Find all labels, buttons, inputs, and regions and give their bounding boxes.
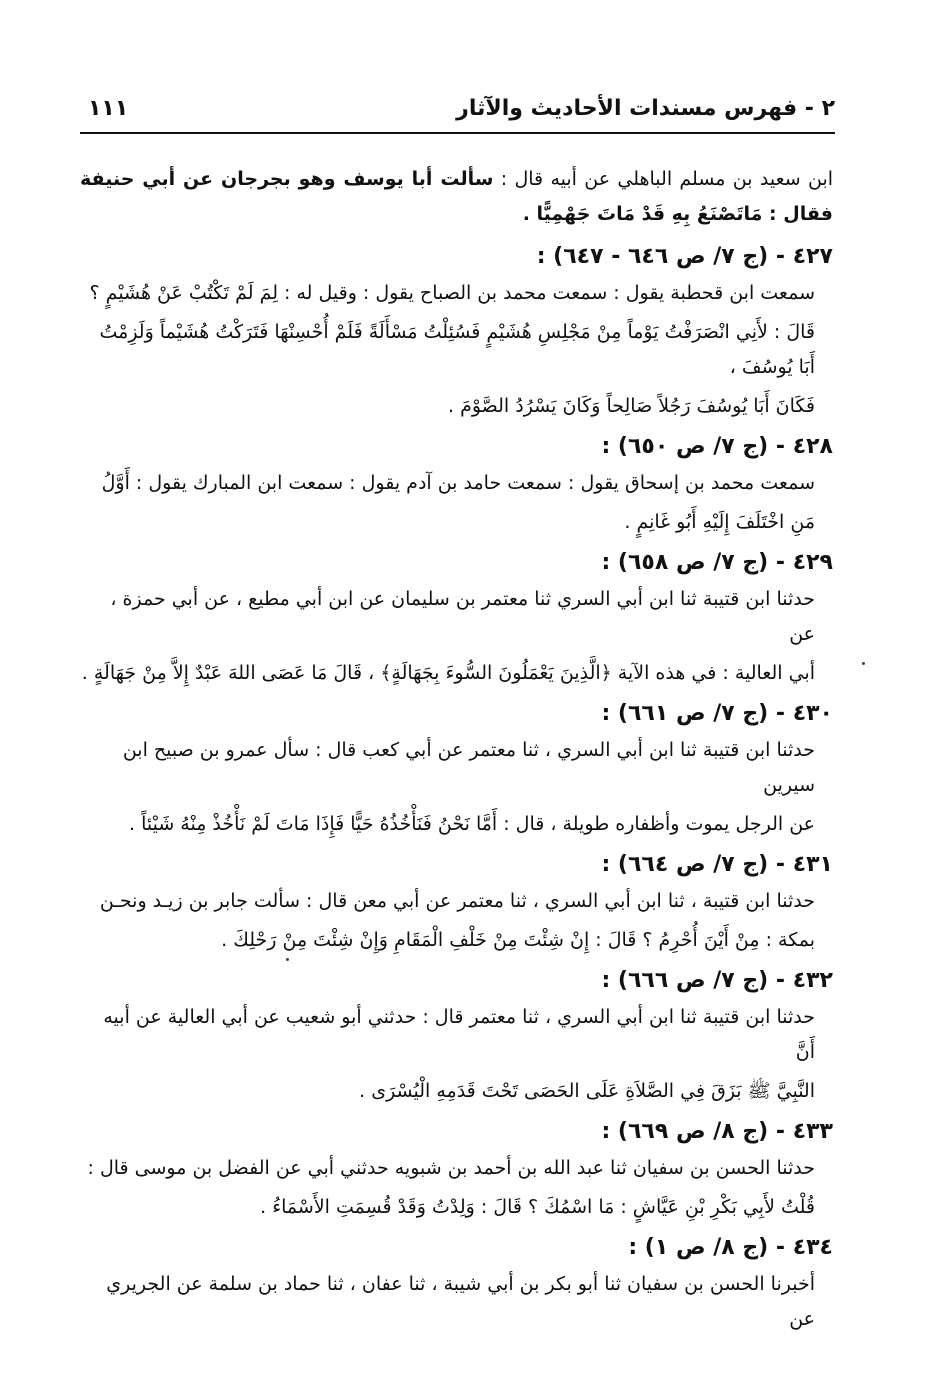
entry-431 <box>80 846 833 958</box>
entry-line: بمكة : مِنْ أَيْنَ أُحْرِمُ ؟ قَالَ : إِنْ شِئْتَ مِنْ خَلْفِ الْمَقَامِ وَإِنْ شِئْتَ مِنْ رَحْلِكَ . <box>221 929 815 951</box>
page-number: ١١١ <box>88 96 129 121</box>
entry-line: قُلْتُ لأَبِي بَكْرِ بْنِ عَيَّاشٍ : مَا اسْمُكَ ؟ قَالَ : وَلِدْتُ وَقَدْ قُسِمَتِ الأَسْمَاءُ . <box>260 1196 815 1218</box>
header-title: ٢ - فهرس مسندات الأحاديث والآثار <box>456 96 835 121</box>
entry-434 <box>80 1229 833 1337</box>
entry-line: قَالَ : لأَنِي انْصَرَفْتُ يَوْماً مِنْ مَجْلِسِ هُشَيْمٍ فَسُئِلْتُ مَسْأَلَةً فَلَمْ أُحْسِنْهَا فَتَرَكْتُ هُشَيْماً وَلَزِمْتُ أَبَا يُوسُفَ ، <box>99 321 815 378</box>
scan-speck <box>862 662 865 665</box>
entry-line: فَكَانَ أَبَا يُوسُفَ رَجُلاً صَالِحاً وَكَانَ يَسْرُدُ الصَّوْمَ . <box>447 395 815 417</box>
entry-heading: ٤٣٢ - (ج ٧/ ص ٦٦٦) : <box>601 968 833 993</box>
entry-432 <box>80 962 833 1109</box>
intro-text-end: : مَاتَصْنَعُ بِهِ قَدْ مَاتَ جَهْمِيًّا . <box>522 203 784 225</box>
entry-heading: ٤٢٧ - (ج ٧/ ص ٦٤٦ - ٦٤٧) : <box>536 244 833 269</box>
entry-heading: ٤٣٠ - (ج ٧/ ص ٦٦١) : <box>601 701 833 726</box>
entry-line: سمعت محمد بن إسحاق يقول : سمعت حامد بن آدم يقول : سمعت ابن المبارك يقول : أَوَّلُ <box>101 472 815 494</box>
entry-428 <box>80 428 833 540</box>
entry-heading: ٤٢٨ - (ج ٧/ ص ٦٥٠) : <box>601 434 833 459</box>
page-header <box>80 92 835 134</box>
entry-430 <box>80 695 833 842</box>
entry-line: مَنِ اخْتَلَفَ إِلَيْهِ أَبُو غَانِمٍ . <box>624 511 815 533</box>
entry-heading: ٤٣٤ - (ج ٨/ ص ١) : <box>628 1235 833 1260</box>
entry-line: حدثنا ابن قتيبة ، ثنا ابن أبي السري ، ثنا معتمر عن أبي معن قال : سألت جابر بن زيـد ونحـن <box>99 890 815 912</box>
entry-line: أخبرنا الحسن بن سفيان ثنا أبو بكر بن أبي شيبة ، ثنا عفان ، ثنا حماد بن سلمة عن الجريري عن <box>106 1273 815 1330</box>
entry-line: حدثنا ابن قتيبة ثنا ابن أبي السري ، ثنا معتمر عن أبي كعب قال : سأل عمرو بن صبيح ابن سيرين <box>122 739 815 796</box>
entry-427 <box>80 238 833 424</box>
intro-text-plain: ابن سعيد بن مسلم الباهلي عن أبيه قال : <box>493 168 834 190</box>
entry-line: حدثنا الحسن بن سفيان ثنا عبد الله بن أحمد بن شبويه حدثني أبي عن الفضل بن موسى قال : <box>87 1157 815 1179</box>
entry-heading: ٤٣٣ - (ج ٨/ ص ٦٦٩) : <box>601 1119 833 1144</box>
entry-line: سمعت ابن قحطبة يقول : سمعت محمد بن الصباح يقول : وقيل له : لِمَ لَمْ تَكْتُبْ عَنْ هُشَيْمٍ ؟ <box>89 282 815 304</box>
entry-429 <box>80 544 833 691</box>
entry-heading: ٤٣١ - (ج ٧/ ص ٦٦٤) : <box>601 852 833 877</box>
entry-line: عن الرجل يموت وأظفاره طويلة ، قال : أَمَّا نَحْنُ فَنَأْخُذُهُ حَيًّا فَإِذَا مَاتَ لَمْ نَأْخُذْ مِنْهُ شَيْئاً . <box>128 813 815 835</box>
entry-line: أبي العالية : في هذه الآية ﴿الَّذِينَ يَعْمَلُونَ السُّوءَ بِجَهَالَةٍ﴾ ، قَالَ مَا عَصَى اللهَ عَبْدٌ إِلاَّ مِنْ جَهَالَةٍ . <box>81 662 815 684</box>
intro-paragraph <box>80 162 833 232</box>
page-content <box>80 162 833 1341</box>
intro-text-bold: سألت أبا يوسف وهو بجرجان عن أبي حنيفة فقال <box>80 168 833 225</box>
entry-433 <box>80 1113 833 1225</box>
entry-line: حدثنا ابن قتيبة ثنا ابن أبي السري ، ثنا معتمر قال : حدثني أبو شعيب عن أبي العالية عن أبيه أَنَّ <box>103 1006 815 1063</box>
entry-line: النَّبِيَّ ﷺ بَزَقَ فِي الصَّلاَةِ عَلَى الحَصَى تَحْتَ قَدَمِهِ الْيُسْرَى . <box>359 1080 815 1102</box>
entry-line: حدثنا ابن قتيبة ثنا ابن أبي السري ثنا معتمر بن سليمان عن ابن أبي مطيع ، عن أبي حمزة ، عن <box>110 588 815 645</box>
scan-speck <box>286 958 289 961</box>
entry-heading: ٤٢٩ - (ج ٧/ ص ٦٥٨) : <box>601 550 833 575</box>
